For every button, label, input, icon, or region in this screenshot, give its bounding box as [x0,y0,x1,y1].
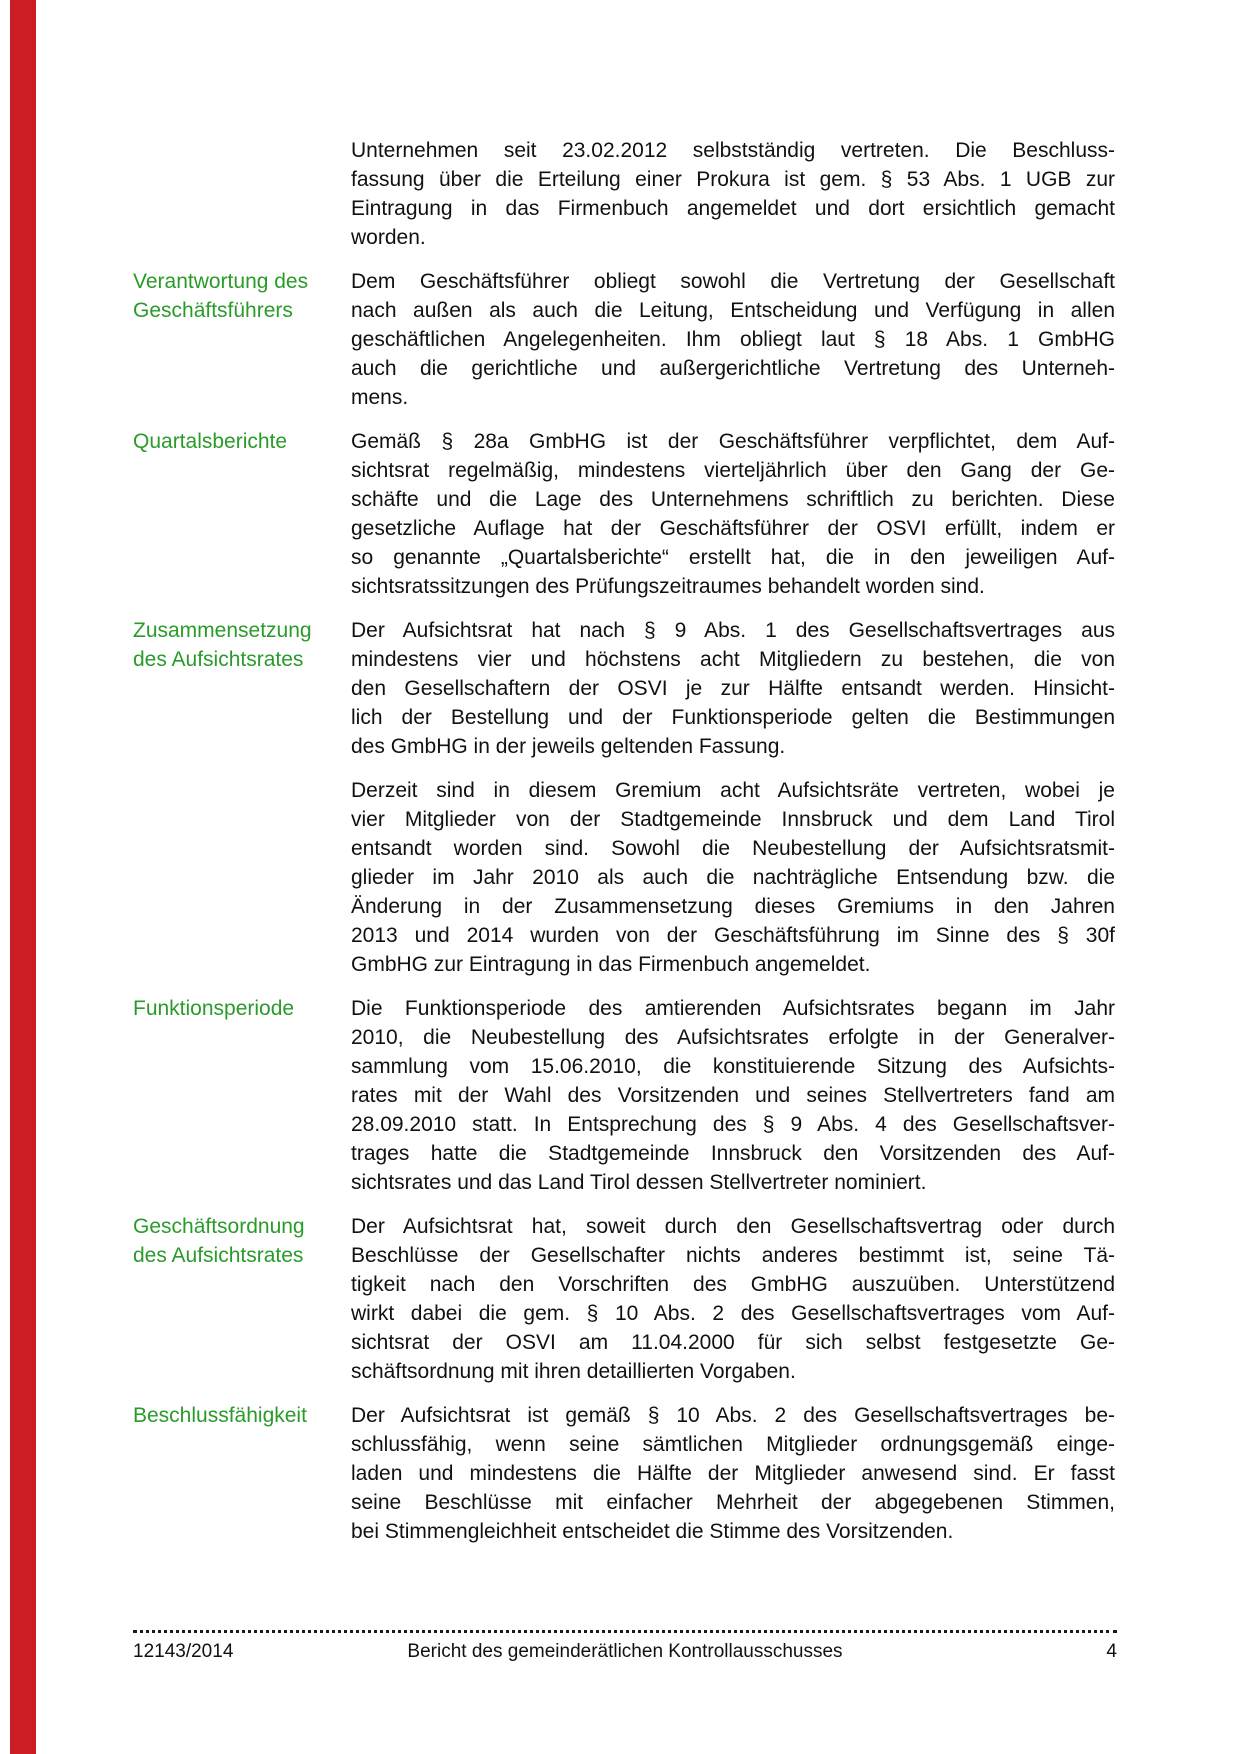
paragraph-line: lich der Bestellung und der Funktionsperiode gelten die Bestimmungen [351,706,1115,729]
footer-doc-number: 12143/2014 [133,1641,234,1662]
paragraph-line: wirkt dabei die gem. § 10 Abs. 2 des Gesellschaftsvertrages vom Auf- [351,1302,1115,1325]
paragraph-line: Der Aufsichtsrat ist gemäß § 10 Abs. 2 des Gesellschaftsvertrages be- [351,1404,1115,1427]
paragraph-line: trages hatte die Stadtgemeinde Innsbruck den Vorsitzenden des Auf- [351,1142,1115,1165]
section-paragraph [351,1401,1115,1546]
document-section [133,1401,1115,1546]
paragraph-line: schäftsordnung mit ihren detaillierten Vorgaben. [351,1360,796,1383]
paragraph-line: sichtsrates und das Land Tirol dessen Stellvertreter nominiert. [351,1171,927,1194]
paragraph-line: so genannte „Quartalsberichte“ erstellt hat, die in den jeweiligen Auf- [351,546,1115,569]
paragraph-line: 2010, die Neubestellung des Aufsichtsrates erfolgte in der Generalver- [351,1026,1115,1049]
section-label [133,1401,351,1430]
document-section [133,267,1115,412]
paragraph-line: sammlung vom 15.06.2010, die konstituierende Sitzung des Aufsichts- [351,1055,1115,1078]
paragraph-line: schäfte und die Lage des Unternehmens schriftlich zu berichten. Diese [351,488,1115,511]
paragraph-line: sichtsrat der OSVI am 11.04.2000 für sich selbst festgesetzte Ge- [351,1331,1115,1354]
section-label-line: des Aufsichtsrates [133,648,304,671]
paragraph-line: bei Stimmengleichheit entscheidet die Stimme des Vorsitzenden. [351,1520,954,1543]
footer-title: Bericht des gemeinderätlichen Kontrollausschusses [407,1641,843,1662]
dotted-separator [133,1630,1117,1633]
paragraph-line: Eintragung in das Firmenbuch angemeldet und dort ersichtlich gemacht [351,197,1115,220]
paragraph-line: Gemäß § 28a GmbHG ist der Geschäftsführer verpflichtet, dem Auf- [351,430,1115,453]
section-label-line: Zusammensetzung [133,619,312,642]
paragraph-line: glieder im Jahr 2010 als auch die nachträgliche Entsendung bzw. die [351,866,1115,889]
paragraph-line: seine Beschlüsse mit einfacher Mehrheit der abgegebenen Stimmen, [351,1491,1115,1514]
paragraph-line: Der Aufsichtsrat hat, soweit durch den Gesellschaftsvertrag oder durch [351,1215,1115,1238]
section-label [133,427,351,456]
paragraph-line: GmbHG zur Eintragung in das Firmenbuch angemeldet. [351,953,871,976]
document-section [133,427,1115,601]
paragraph-line: mens. [351,386,409,409]
paragraph-line: geschäftlichen Angelegenheiten. Ihm obliegt laut § 18 Abs. 1 GmbHG [351,328,1115,351]
section-label [133,1212,351,1270]
section-label [133,616,351,674]
paragraph-line: Beschlüsse der Gesellschafter nichts anderes bestimmt ist, seine Tä- [351,1244,1115,1267]
document-section [133,616,1115,761]
paragraph-line: 2013 und 2014 wurden von der Geschäftsführung im Sinne des § 30f [351,924,1115,947]
paragraph-line: gesetzliche Auflage hat der Geschäftsführer der OSVI erfüllt, indem er [351,517,1115,540]
section-paragraph [351,994,1115,1197]
section-label [133,267,351,325]
paragraph-line: Änderung in der Zusammensetzung dieses Gremiums in den Jahren [351,895,1115,918]
paragraph-line: Die Funktionsperiode des amtierenden Aufsichtsrates begann im Jahr [351,997,1115,1020]
paragraph-line: sichtsratssitzungen des Prüfungszeitraumes behandelt worden sind. [351,575,985,598]
footer-page-number: 4 [1106,1641,1117,1662]
paragraph-line: laden und mindestens die Hälfte der Mitglieder anwesend sind. Er fasst [351,1462,1115,1485]
section-label-line: Verantwortung des [133,270,309,293]
section-paragraph [351,427,1115,601]
paragraph-line: schlussfähig, wenn seine sämtlichen Mitglieder ordnungsgemäß einge- [351,1433,1115,1456]
section-paragraph [351,616,1115,761]
paragraph-line: sichtsrat regelmäßig, mindestens vierteljährlich über den Gang der Ge- [351,459,1115,482]
section-label-line: Geschäftsordnung [133,1215,305,1238]
paragraph-line: mindestens vier und höchstens acht Mitgliedern zu bestehen, die von [351,648,1115,671]
document-content [133,136,1115,1546]
section-label-line: des Aufsichtsrates [133,1244,304,1267]
section-paragraph [351,136,1115,252]
paragraph-line: worden. [351,226,426,249]
paragraph-line: vier Mitglieder von der Stadtgemeinde Innsbruck und dem Land Tirol [351,808,1115,831]
red-margin-bar [10,0,36,1754]
paragraph-line: Dem Geschäftsführer obliegt sowohl die Vertretung der Gesellschaft [351,270,1115,293]
section-paragraph [351,267,1115,412]
paragraph-line: auch die gerichtliche und außergerichtliche Vertretung des Unterneh- [351,357,1115,380]
paragraph-line: nach außen als auch die Leitung, Entscheidung und Verfügung in allen [351,299,1115,322]
paragraph-line: Der Aufsichtsrat hat nach § 9 Abs. 1 des Gesellschaftsvertrages aus [351,619,1115,642]
section-paragraph [351,776,1115,979]
section-label-line: Geschäftsführers [133,299,293,322]
section-label-line: Quartalsberichte [133,430,288,453]
paragraph-line: des GmbHG in der jeweils geltenden Fassung. [351,735,786,758]
section-paragraph [351,1212,1115,1386]
page-footer [133,1630,1117,1664]
footer-row [133,1640,1117,1664]
paragraph-line: fassung über die Erteilung einer Prokura ist gem. § 53 Abs. 1 UGB zur [351,168,1115,191]
document-section [133,136,1115,252]
paragraph-line: den Gesellschaftern der OSVI je zur Hälfte entsandt werden. Hinsicht- [351,677,1115,700]
document-section [133,776,1115,979]
paragraph-line: Derzeit sind in diesem Gremium acht Aufsichtsräte vertreten, wobei je [351,779,1115,802]
section-label-line: Beschlussfähigkeit [133,1404,307,1427]
section-label-line: Funktionsperiode [133,997,295,1020]
paragraph-line: 28.09.2010 statt. In Entsprechung des § 9 Abs. 4 des Gesellschaftsver- [351,1113,1115,1136]
paragraph-line: Unternehmen seit 23.02.2012 selbstständig vertreten. Die Beschluss- [351,139,1115,162]
paragraph-line: entsandt worden sind. Sowohl die Neubestellung der Aufsichtsratsmit- [351,837,1115,860]
paragraph-line: tigkeit nach den Vorschriften des GmbHG auszuüben. Unterstützend [351,1273,1115,1296]
paragraph-line: rates mit der Wahl des Vorsitzenden und seines Stellvertreters fand am [351,1084,1115,1107]
document-section [133,1212,1115,1386]
section-label [133,994,351,1023]
document-section [133,994,1115,1197]
